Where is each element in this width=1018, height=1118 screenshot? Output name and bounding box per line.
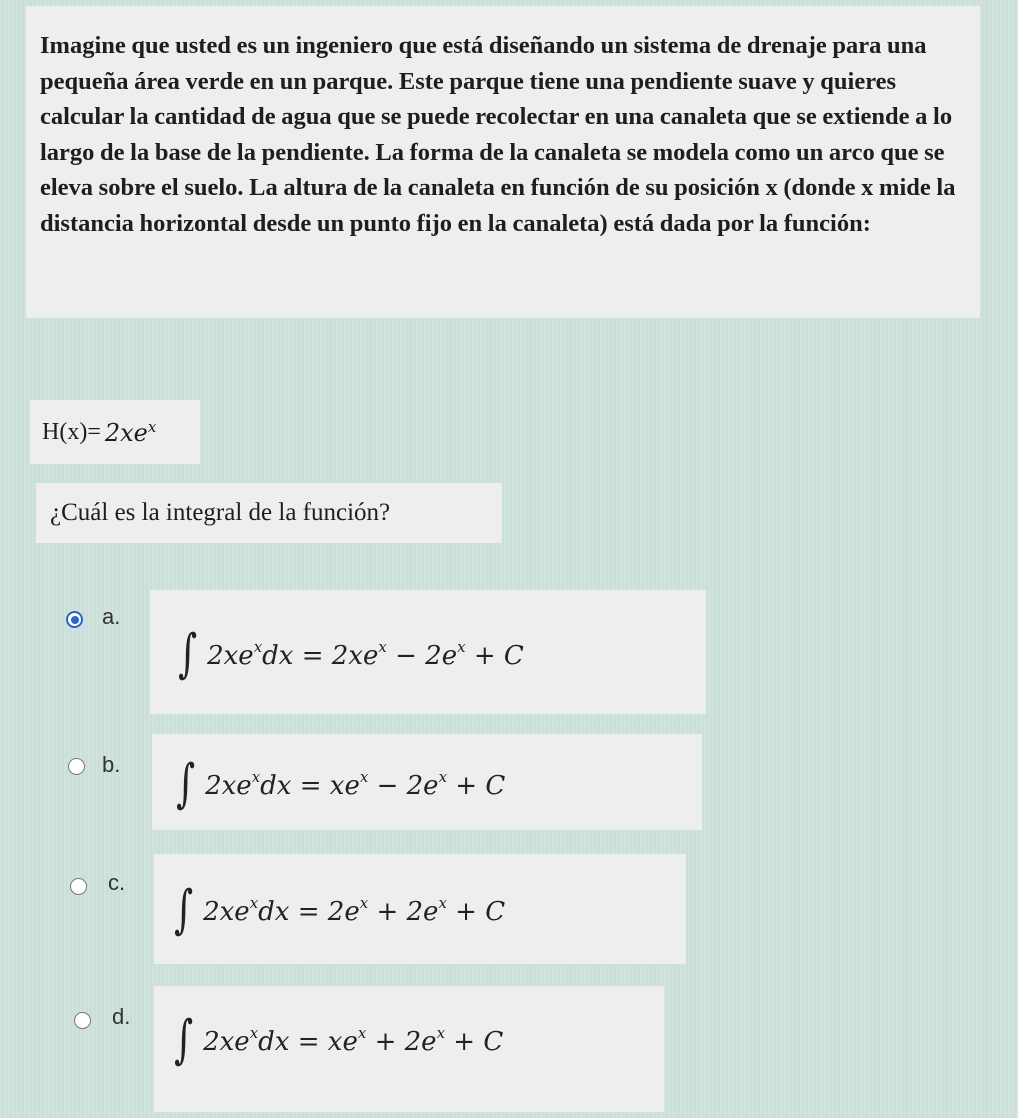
question-card <box>36 483 502 543</box>
function-lhs: H(x)= <box>42 418 101 445</box>
radio-icon[interactable] <box>74 1012 91 1029</box>
option-letter: b. <box>102 752 121 777</box>
option-letter: c. <box>108 870 126 895</box>
function-rhs-exp: x <box>147 417 157 436</box>
option-formula <box>174 624 524 684</box>
prompt-text: Imagine que usted es un ingeniero que está diseñando un sistema de drenaje para una pequeña área verde en un parque. Este parque tiene una pendiente suave y quieres calcular la cantidad de agua que se puede recolectar en una canaleta que se extiende a lo largo de la base de la pendiente. La forma de la canaleta se modela como un arco que se eleva sobre el suelo. La altura de la canaleta en función de su posición x (donde x mide la distancia horizontal desde un punto fijo en la canaleta) está dada por la función: <box>40 32 956 237</box>
option-c[interactable] <box>66 870 666 980</box>
formula-text: $2xe^xdx = 2xe^x - 2e^x + C$ <box>207 637 524 671</box>
integral-icon: ∫ <box>174 1010 194 1070</box>
option-formula <box>172 754 506 814</box>
integral-icon: ∫ <box>174 880 194 940</box>
integral-icon: ∫ <box>178 624 198 684</box>
option-formula <box>170 1010 504 1070</box>
option-letter: d. <box>112 1004 131 1029</box>
question-text: ¿Cuál es la integral de la función? <box>50 499 391 526</box>
function-card <box>30 400 200 464</box>
option-b[interactable] <box>66 752 666 862</box>
option-formula <box>170 880 506 940</box>
option-d[interactable] <box>66 1004 666 1118</box>
prompt-card <box>26 6 980 318</box>
radio-selected-icon[interactable] <box>66 611 83 628</box>
formula-text: $2xe^xdx = 2e^x + 2e^x + C$ <box>203 893 506 927</box>
integral-icon: ∫ <box>176 754 196 814</box>
option-a[interactable] <box>66 598 666 708</box>
radio-icon[interactable] <box>68 758 85 775</box>
formula-text: $2xe^xdx = xe^x - 2e^x + C$ <box>205 767 506 801</box>
function-rhs <box>105 418 156 447</box>
formula-text: $2xe^xdx = xe^x + 2e^x + C$ <box>203 1023 504 1057</box>
option-letter: a. <box>102 604 121 629</box>
radio-icon[interactable] <box>70 878 87 895</box>
function-rhs-base: 2xe <box>104 418 148 447</box>
